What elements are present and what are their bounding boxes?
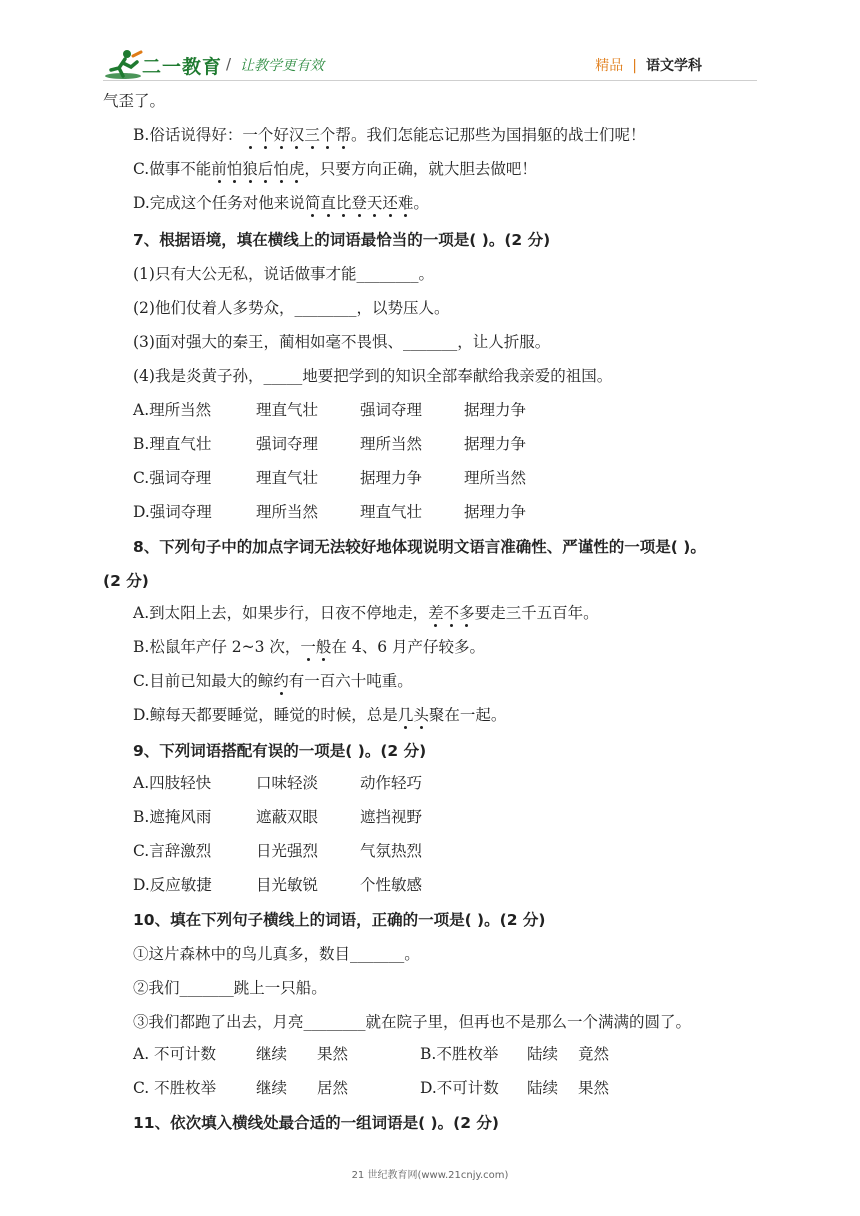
q6-option-d: D.完成这个任务对他来说简直比登天还难。 (133, 194, 429, 212)
q9-option-3-1: 目光敏锐 (256, 876, 319, 894)
q7-option-2-1: 理直气壮 (256, 469, 319, 487)
q9-option-0-1: 口味轻淡 (256, 774, 319, 792)
page-footer: 21 世纪教育网(www.21cnjy.com) (351, 1170, 509, 1181)
q7-option-1-1: 强词夺理 (256, 435, 319, 453)
logo-text: 二一教育 (142, 56, 223, 78)
q7-sentence-4: (4)我是炎黄子孙，_____地要把学到的知识全部奉献给我亲爱的祖国。 (133, 367, 613, 385)
page-header (0, 0, 860, 90)
q7-option-3-3: 据理力争 (464, 503, 527, 521)
q7-option-0-3: 据理力争 (464, 401, 527, 419)
q8-option-b: B.松鼠年产仔 2~3 次，一般在 4、6 月产仔较多。 (133, 638, 485, 656)
badge-jingpin: 精品 (595, 58, 624, 74)
q9-option-1-1: 遮蔽双眼 (256, 808, 319, 826)
q10-sentence-3: ③我们都跑了出去，月亮________就在院子里，但再也不是那么一个满满的圆了。 (133, 1013, 692, 1031)
q9-option-1-2: 遮挡视野 (360, 808, 423, 826)
q8-b-dotted: 一般 (300, 638, 332, 656)
q9-option-0-0: A.四肢轻快 (133, 774, 212, 792)
q10-sentence-2: ②我们_______跳上一只船。 (133, 979, 327, 997)
q6-d-dotted: 简直比登天还难 (304, 194, 414, 212)
subject-label: 语文学科 (646, 58, 702, 74)
q9-option-2-1: 日光强烈 (256, 842, 319, 860)
q7-option-2-2: 据理力争 (360, 469, 423, 487)
q10-option-0-0: A. 不可计数 (133, 1045, 217, 1063)
q8-option-a: A.到太阳上去，如果步行，日夜不停地走，差不多要走三千五百年。 (133, 604, 599, 622)
q6-a-tail: 气歪了。 (103, 92, 166, 110)
q10-option-1-5: 果然 (578, 1079, 610, 1097)
q10-sentence-1: ①这片森林中的鸟儿真多，数目_______。 (133, 945, 420, 963)
q9-option-2-2: 气氛热烈 (360, 842, 423, 860)
q7-sentence-3: (3)面对强大的秦王，蔺相如毫不畏惧、_______，让人折服。 (133, 333, 551, 351)
q7-option-3-0: D.强词夺理 (133, 503, 212, 521)
q7-option-0-2: 强词夺理 (360, 401, 423, 419)
q8-title: 8、下列句子中的加点字词无法较好地体现说明文语言准确性、严谨性的一项是( )。 (133, 538, 706, 556)
q10-option-0-3: B.不胜枚举 (420, 1045, 499, 1063)
q7-sentence-1: (1)只有大公无私，说话做事才能________。 (133, 265, 434, 283)
q10-option-1-3: D.不可计数 (420, 1079, 499, 1097)
q10-option-1-4: 陆续 (527, 1079, 559, 1097)
q10-option-0-4: 陆续 (527, 1045, 559, 1063)
q10-option-0-1: 继续 (256, 1045, 288, 1063)
q10-option-0-5: 竟然 (578, 1045, 610, 1063)
q10-title: 10、填在下列句子横线上的词语，正确的一项是( )。(2 分) (133, 911, 546, 929)
header-right (595, 55, 702, 75)
q6-b-dotted: 一个好汉三个帮 (242, 126, 351, 144)
q7-sentence-2: (2)他们仗着人多势众，________，以势压人。 (133, 299, 450, 317)
q6-option-c: C.做事不能前怕狼后怕虎，只要方向正确，就大胆去做吧！ (133, 160, 537, 178)
q10-option-1-2: 居然 (317, 1079, 349, 1097)
q9-title: 9、下列词语搭配有误的一项是( )。(2 分) (133, 742, 427, 760)
q9-option-0-2: 动作轻巧 (360, 774, 423, 792)
q7-option-1-2: 理所当然 (360, 435, 423, 453)
header-divider (103, 80, 757, 81)
q7-option-2-0: C.强词夺理 (133, 469, 212, 487)
q8-d-dotted: 几头 (397, 706, 429, 724)
q9-option-3-0: D.反应敏捷 (133, 876, 212, 894)
q7-option-0-0: A.理所当然 (133, 401, 212, 419)
q8-option-c: C.目前已知最大的鲸约有一百六十吨重。 (133, 672, 413, 690)
q8-score: (2 分) (103, 572, 149, 590)
q9-option-1-0: B.遮掩风雨 (133, 808, 212, 826)
q6-c-dotted: 前怕狼后怕虎 (211, 160, 305, 178)
slogan: 让教学更有效 (240, 58, 324, 74)
q7-option-2-3: 理所当然 (464, 469, 527, 487)
q11-title: 11、依次填入横线处最合适的一组词语是( )。(2 分) (133, 1114, 499, 1132)
header-separator: | (632, 58, 637, 74)
q10-option-0-2: 果然 (317, 1045, 349, 1063)
q7-option-1-0: B.理直气壮 (133, 435, 212, 453)
q7-option-3-2: 理直气壮 (360, 503, 423, 521)
q7-option-0-1: 理直气壮 (256, 401, 319, 419)
q8-a-dotted: 差不多 (428, 604, 475, 622)
q9-option-2-0: C.言辞激烈 (133, 842, 212, 860)
q10-option-1-1: 继续 (256, 1079, 288, 1097)
q8-c-dotted: 约 (273, 672, 289, 690)
q7-title: 7、根据语境，填在横线上的词语最恰当的一项是( )。(2 分) (133, 231, 551, 249)
q7-option-3-1: 理所当然 (256, 503, 319, 521)
q9-option-3-2: 个性敏感 (360, 876, 423, 894)
q7-option-1-3: 据理力争 (464, 435, 527, 453)
header-slash: / (226, 55, 232, 73)
q8-option-d: D.鲸每天都要睡觉，睡觉的时候，总是几头聚在一起。 (133, 706, 507, 724)
q6-option-b: B.俗话说得好：一个好汉三个帮。我们怎能忘记那些为国捐躯的战士们呢！ (133, 126, 646, 144)
q10-option-1-0: C. 不胜枚举 (133, 1079, 217, 1097)
